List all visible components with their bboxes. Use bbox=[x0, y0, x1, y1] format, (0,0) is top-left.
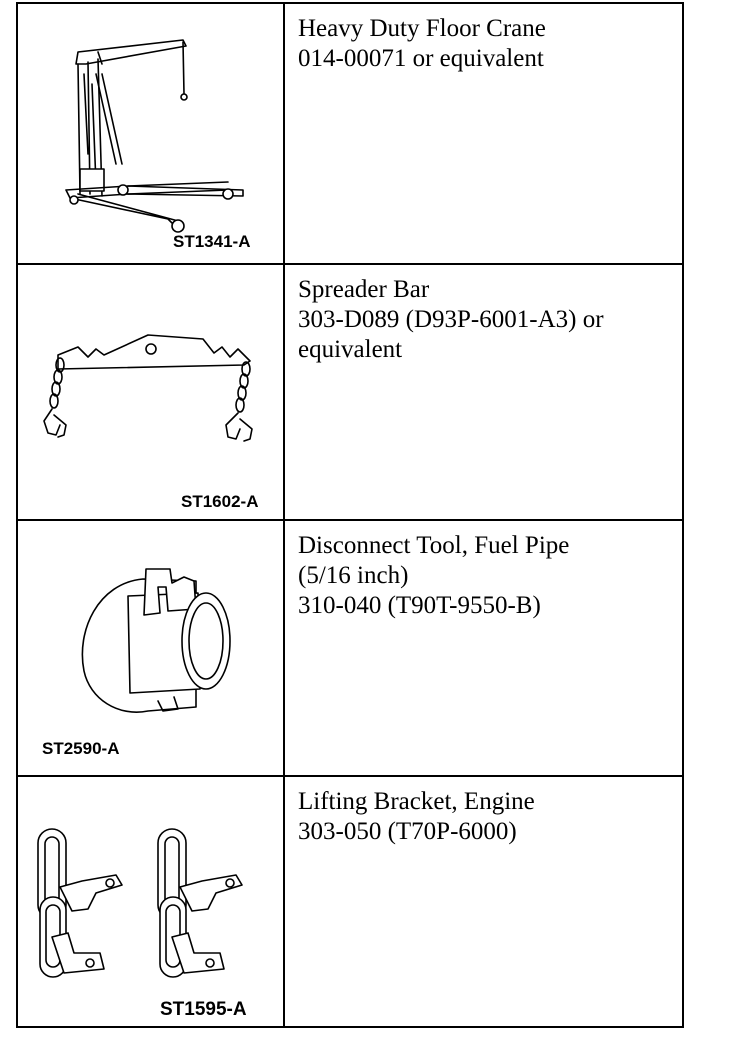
table-row bbox=[18, 775, 682, 1026]
table-row bbox=[18, 263, 682, 519]
tool-name: Lifting Bracket, Engine bbox=[298, 788, 535, 815]
lifting-bracket-illustration bbox=[18, 777, 283, 1026]
table-row bbox=[18, 4, 682, 263]
tool-name: Disconnect Tool, Fuel Pipe bbox=[298, 532, 570, 559]
tool-name: Spreader Bar bbox=[298, 276, 430, 303]
tool-description bbox=[287, 521, 682, 775]
spreader-bar-illustration bbox=[18, 265, 283, 519]
tool-illustration-cell bbox=[18, 777, 285, 1026]
illustration-code: ST2590-A bbox=[42, 739, 120, 758]
tool-number: 303-050 (T70P-6000) bbox=[298, 818, 517, 845]
illustration-code: ST1602-A bbox=[181, 492, 259, 511]
tool-description bbox=[287, 777, 682, 1026]
tool-illustration-cell bbox=[18, 521, 285, 775]
tool-name: Heavy Duty Floor Crane bbox=[298, 15, 546, 42]
tool-number: 303-D089 (D93P-6001-A3) or bbox=[298, 306, 604, 333]
tool-number-cont: equivalent bbox=[298, 336, 403, 363]
table-row bbox=[18, 519, 682, 775]
tool-illustration-cell bbox=[18, 265, 285, 519]
tool-number: 014-00071 or equivalent bbox=[298, 45, 544, 72]
illustration-code: ST1595-A bbox=[160, 999, 247, 1020]
disconnect-tool-illustration bbox=[18, 521, 283, 775]
illustration-code: ST1341-A bbox=[173, 232, 251, 251]
special-tools-table bbox=[16, 2, 684, 1028]
tool-description bbox=[287, 265, 682, 519]
tool-number: 310-040 (T90T-9550-B) bbox=[298, 592, 541, 619]
floor-crane-illustration bbox=[18, 4, 283, 261]
tool-size: (5/16 inch) bbox=[298, 562, 409, 589]
tool-illustration-cell bbox=[18, 4, 285, 263]
tool-description bbox=[287, 4, 682, 263]
